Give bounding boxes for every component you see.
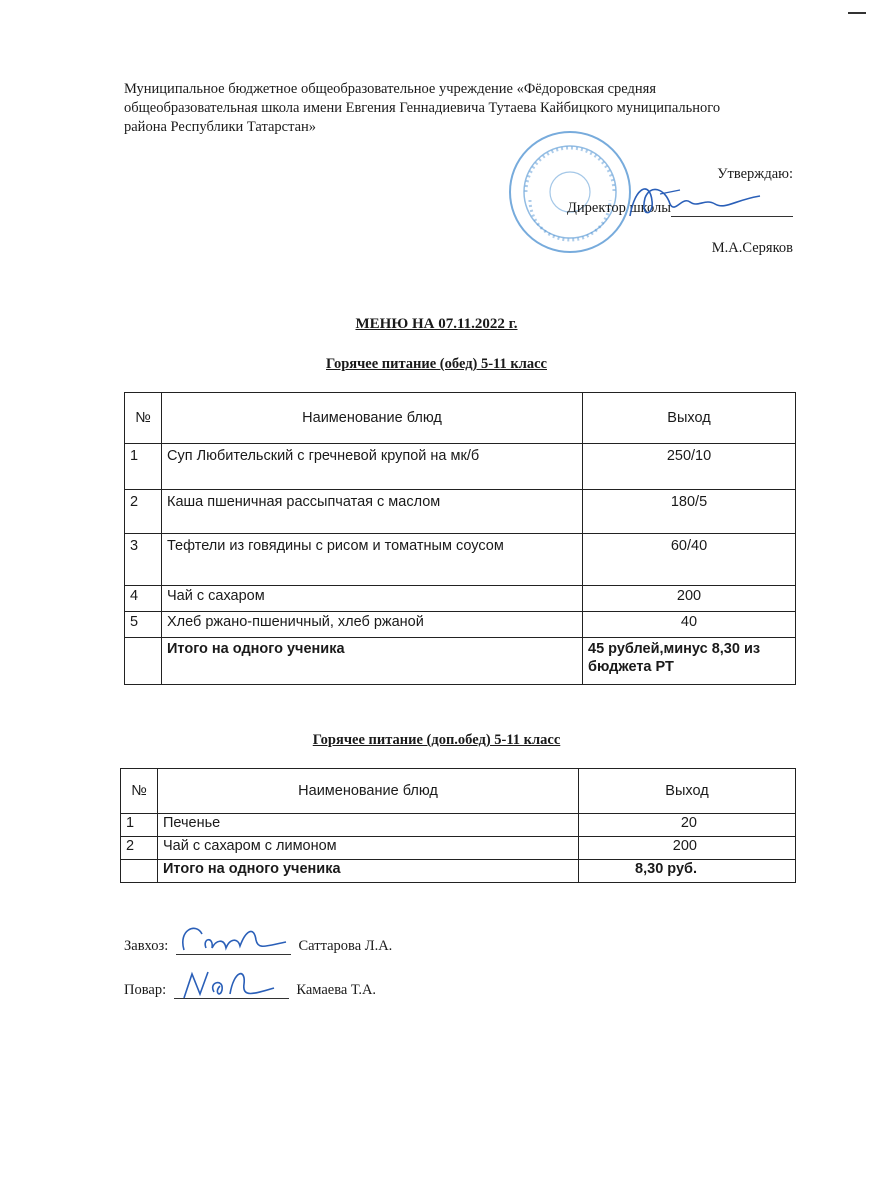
total-value: 8,30 руб. <box>579 860 796 883</box>
lunch-table <box>124 392 796 685</box>
director-signature <box>620 176 770 226</box>
dish-name: Суп Любительский с гречневой крупой на мк/б <box>162 444 583 490</box>
school-seal-stamp <box>506 128 634 256</box>
total-number-cell <box>121 860 158 883</box>
zavhoz-signature-line <box>124 938 392 955</box>
approve-label: Утверждаю: <box>717 166 793 182</box>
director-name: М.А.Серяков <box>711 240 793 256</box>
table-row <box>125 490 796 534</box>
dish-name: Печенье <box>158 814 579 837</box>
col-output-header: Выход <box>583 393 796 444</box>
extra-lunch-section-title: Горячее питание (доп.обед) 5-11 класс <box>312 732 561 748</box>
col-output-header: Выход <box>579 769 796 814</box>
total-row <box>121 860 796 883</box>
cook-handwritten-signature <box>174 964 289 1004</box>
total-value: 45 рублей,минус 8,30 из бюджета РТ <box>583 638 796 685</box>
cook-name: Камаева Т.А. <box>296 982 377 998</box>
col-number-header: № <box>125 393 162 444</box>
row-number: 1 <box>121 814 158 837</box>
total-label: Итого на одного ученика <box>158 860 579 883</box>
dish-output: 250/10 <box>583 444 796 490</box>
table-row <box>125 612 796 638</box>
table-header-row <box>121 769 796 814</box>
col-name-header: Наименование блюд <box>162 393 583 444</box>
zavhoz-label: Завхоз: <box>124 938 169 954</box>
zavhoz-name: Саттарова Л.А. <box>298 938 393 954</box>
extra-lunch-table <box>120 768 796 883</box>
table-row <box>125 444 796 490</box>
lunch-section-title: Горячее питание (обед) 5-11 класс <box>326 356 547 372</box>
dish-output: 180/5 <box>583 490 796 534</box>
zavhoz-signature <box>176 940 291 955</box>
row-number: 5 <box>125 612 162 638</box>
corner-mark <box>848 12 866 14</box>
row-number: 3 <box>125 534 162 586</box>
cook-signature-line <box>124 982 376 999</box>
dish-output: 20 <box>579 814 796 837</box>
zavhoz-handwritten-signature <box>176 920 291 960</box>
row-number: 2 <box>121 837 158 860</box>
dish-output: 40 <box>583 612 796 638</box>
col-number-header: № <box>121 769 158 814</box>
total-label: Итого на одного ученика <box>162 638 583 685</box>
table-header-row <box>125 393 796 444</box>
total-number-cell <box>125 638 162 685</box>
institution-header: Муниципальное бюджетное общеобразовательное учреждение «Фёдоровская средняя общеобразовательная школа имени Евгения Геннадиевича Тутаева Кайбицкого муниципального района Республики Татарстан» <box>124 81 721 135</box>
dish-output: 60/40 <box>583 534 796 586</box>
dish-name: Чай с сахаром с лимоном <box>158 837 579 860</box>
dish-name: Хлеб ржано-пшеничный, хлеб ржаной <box>162 612 583 638</box>
cook-signature <box>174 984 289 999</box>
table-row <box>125 534 796 586</box>
dish-output: 200 <box>583 586 796 612</box>
cook-label: Повар: <box>124 982 167 998</box>
dish-name: Чай с сахаром <box>162 586 583 612</box>
dish-name: Каша пшеничная рассыпчатая с маслом <box>162 490 583 534</box>
col-name-header: Наименование блюд <box>158 769 579 814</box>
dish-output: 200 <box>579 837 796 860</box>
director-label: Директор школы <box>567 200 671 216</box>
row-number: 1 <box>125 444 162 490</box>
table-row <box>125 586 796 612</box>
table-row <box>121 837 796 860</box>
menu-title: МЕНЮ НА 07.11.2022 г. <box>355 316 518 332</box>
dish-name: Тефтели из говядины с рисом и томатным соусом <box>162 534 583 586</box>
total-row <box>125 638 796 685</box>
table-row <box>121 814 796 837</box>
row-number: 2 <box>125 490 162 534</box>
row-number: 4 <box>125 586 162 612</box>
